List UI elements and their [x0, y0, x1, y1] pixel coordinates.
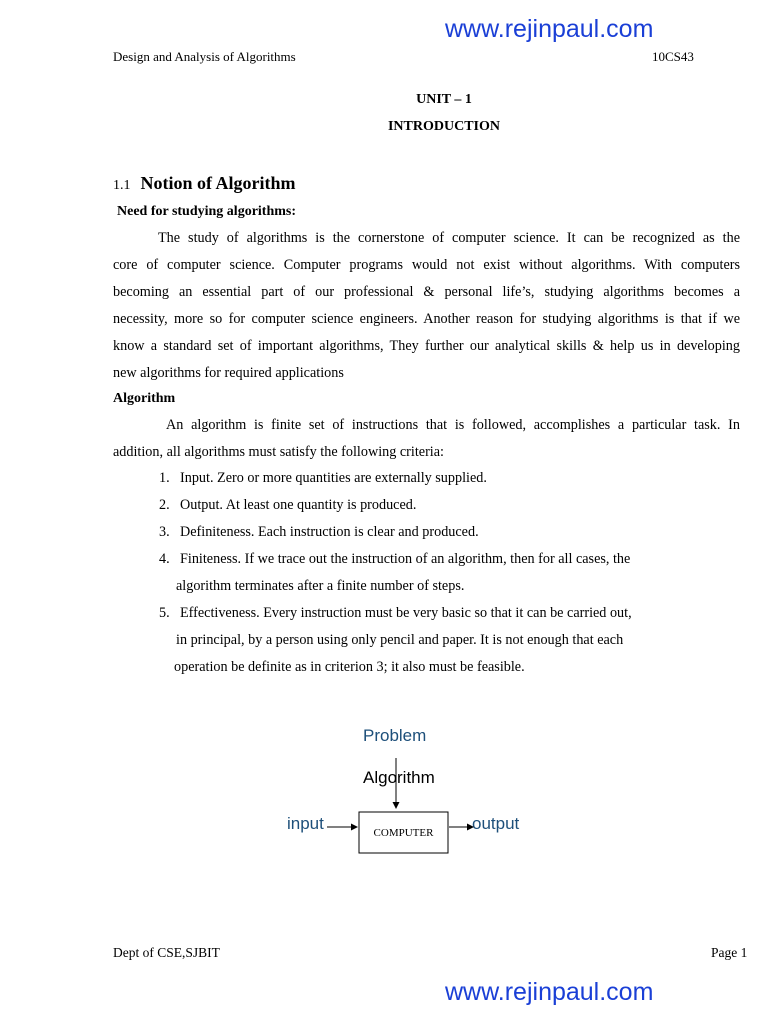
footer-page: Page 1	[711, 945, 748, 960]
footer-dept: Dept of CSE,SJBIT	[113, 945, 220, 960]
unit-name: INTRODUCTION	[387, 119, 500, 134]
need-paragraph	[113, 225, 740, 387]
diagram-arrows	[280, 740, 540, 860]
list-item: 2. Output. At least one quantity is produced.	[159, 497, 417, 513]
need-line: new algorithms for required applications	[113, 365, 344, 381]
section-title: Notion of Algorithm	[140, 173, 296, 193]
list-item: 5. Effectiveness. Every instruction must be very basic so that it can be carried out,	[159, 605, 632, 621]
watermark-bottom: www.rejinpaul.com	[445, 978, 654, 1006]
criteria-list	[159, 465, 632, 681]
diagram-problem-label: Problem	[363, 726, 427, 745]
list-item: 4. Finiteness. If we trace out the instruction of an algorithm, then for all cases, the	[159, 551, 631, 567]
algorithm-line: An algorithm is finite set of instructions that is followed, accomplishes a particular task. In	[166, 417, 740, 433]
need-line: necessity, more so for computer science engineers. Another reason for studying algorithms is that if we	[113, 311, 740, 327]
need-heading: Need for studying algorithms:	[117, 204, 297, 219]
diagram-algorithm-label: Algorithm	[363, 768, 435, 787]
need-line: know a standard set of important algorithms, They further our analytical skills & help us in developing	[113, 338, 740, 354]
list-item-continuation: in principal, by a person using only pencil and paper. It is not enough that each	[176, 632, 624, 648]
header-title: Design and Analysis of Algorithms	[113, 49, 296, 64]
list-item-continuation: algorithm terminates after a finite number of steps.	[176, 578, 465, 594]
list-item-continuation: operation be definite as in criterion 3; it also must be feasible.	[174, 659, 525, 675]
list-item: 1. Input. Zero or more quantities are externally supplied.	[159, 470, 487, 486]
need-line: core of computer science. Computer programs would not exist without algorithms. With computers	[113, 257, 740, 273]
watermark-top: www.rejinpaul.com	[445, 15, 654, 43]
diagram-input-label: input	[287, 814, 324, 833]
header-code: 10CS43	[652, 49, 694, 64]
section-number: 1.1	[113, 178, 131, 193]
diagram-output-label: output	[472, 814, 520, 833]
algorithm-heading: Algorithm	[113, 391, 176, 406]
need-line: The study of algorithms is the cornerstone of computer science. It can be recognized as the	[158, 230, 740, 246]
need-line: becoming an essential part of our professional & personal life’s, studying algorithms becomes a	[113, 284, 740, 300]
section-heading	[113, 173, 296, 194]
algorithm-paragraph	[113, 412, 740, 466]
algorithm-line: addition, all algorithms must satisfy the following criteria:	[113, 444, 444, 460]
diagram-computer-label: COMPUTER	[373, 827, 434, 839]
list-item: 3. Definiteness. Each instruction is clear and produced.	[159, 524, 479, 540]
unit-number: UNIT – 1	[416, 92, 472, 107]
